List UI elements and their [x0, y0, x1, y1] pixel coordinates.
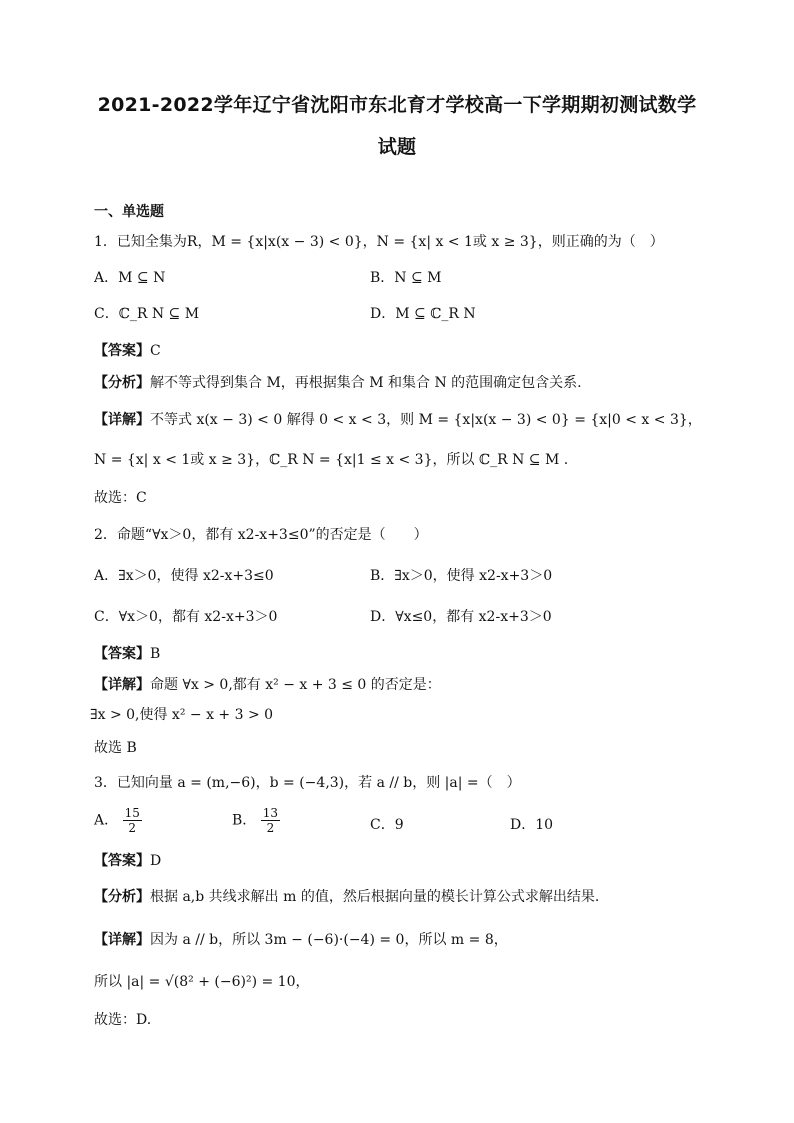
q3-analysis-tag: 【分析】: [94, 889, 150, 905]
q3-option-a-fraction: [123, 806, 142, 835]
q3-analysis-text: 根据 a,b 共线求解出 m 的值，然后根据向量的模长计算公式求解出结果.: [150, 889, 600, 905]
q1-option-b: B．N ⊆ M: [370, 270, 442, 286]
q3-analysis: [94, 887, 599, 907]
q3-detail-line-1: [94, 930, 508, 950]
q1-answer: [94, 341, 161, 361]
title-line-1: 2021-2022学年辽宁省沈阳市东北育才学校高一下学期期初测试数学: [97, 94, 697, 116]
q1-stem: 1．已知全集为R，M = {x|x(x − 3) < 0}，N = {x| x < 1或 x ≥ 3}，则正确的为（ ）: [94, 234, 664, 250]
q2-option-c: C．∀x＞0，都有 x2-x+3＞0: [94, 609, 278, 625]
q3-option-b-label: B．: [232, 812, 257, 829]
document-title: [60, 84, 734, 168]
q1-analysis: [94, 373, 582, 393]
q3-option-d: D．10: [510, 817, 554, 833]
q1-analysis-tag: 【分析】: [94, 375, 150, 391]
q2-detail-text-1: 命题 ∀x > 0,都有 x² − x + 3 ≤ 0 的否定是：: [150, 677, 441, 693]
q1-option-c: C．ℂ_R N ⊆ M: [94, 306, 200, 322]
q1-answer-value: C: [150, 343, 161, 359]
q2-choose: 故选 B: [94, 740, 137, 756]
q2-answer-value: B: [150, 646, 161, 662]
q2-detail-line-2: ∃x > 0,使得 x² − x + 3 > 0: [90, 707, 274, 723]
q1-option-a: A．M ⊆ N: [94, 270, 166, 286]
q1-detail-line-1: [94, 410, 702, 430]
q1-analysis-text: 解不等式得到集合 M，再根据集合 M 和集合 N 的范围确定包含关系.: [150, 375, 582, 391]
q3-choose: 故选：D.: [94, 1012, 152, 1028]
q3-option-a-denominator: 2: [128, 821, 137, 835]
q2-detail-line-1: [94, 675, 441, 695]
q3-option-c: C．9: [370, 817, 404, 833]
q3-stem: 3．已知向量 a = (m,−6)，b = (−4,3)，若 a // b，则 |a| =（ ）: [94, 775, 521, 791]
q2-option-b: B．∃x＞0，使得 x2-x+3＞0: [370, 568, 553, 584]
q3-option-a-label: A．: [94, 812, 119, 829]
q3-option-b-denominator: 2: [266, 821, 275, 835]
q2-answer-tag: 【答案】: [94, 646, 150, 662]
q2-stem: 2．命题“∀x＞0，都有 x2-x+3≤0”的否定是（ ）: [94, 527, 428, 543]
q3-option-b-numerator: 13: [262, 806, 279, 820]
q2-option-d: D．∀x≤0，都有 x2-x+3＞0: [370, 609, 552, 625]
q2-option-a: A．∃x＞0，使得 x2-x+3≤0: [94, 568, 274, 584]
q3-detail-tag: 【详解】: [94, 932, 150, 948]
q1-detail-tag: 【详解】: [94, 412, 150, 428]
q3-answer-value: D: [150, 853, 162, 869]
title-line-2: 试题: [377, 136, 417, 158]
q3-option-a: [94, 806, 142, 835]
q3-option-a-numerator: 15: [124, 806, 140, 820]
q3-answer-tag: 【答案】: [94, 853, 150, 869]
q1-option-d: D．M ⊆ ℂ_R N: [370, 306, 476, 322]
q1-choose: 故选：C: [94, 490, 147, 506]
q1-answer-tag: 【答案】: [94, 343, 150, 359]
q1-detail-text-1: 不等式 x(x − 3) < 0 解得 0 < x < 3，则 M = {x|x(x − 3) < 0} = {x|0 < x < 3}，: [150, 412, 702, 428]
q3-answer: [94, 851, 161, 871]
q2-detail-tag: 【详解】: [94, 677, 150, 693]
q1-options-row-1: [94, 268, 165, 288]
q3-option-b: [232, 806, 280, 835]
q2-answer: [94, 644, 160, 664]
q1-detail-line-2: N = {x| x < 1或 x ≥ 3}，ℂ_R N = {x|1 ≤ x < 3}，所以 ℂ_R N ⊆ M .: [94, 452, 569, 468]
q3-detail-line-2: 所以 |a| = √(8² + (−6)²) = 10，: [94, 974, 310, 990]
q3-detail-text-1: 因为 a // b，所以 3m − (−6)·(−4) = 0，所以 m = 8，: [150, 932, 508, 948]
q3-option-b-fraction: [261, 806, 280, 835]
section-heading: 一、单选题: [94, 204, 164, 220]
